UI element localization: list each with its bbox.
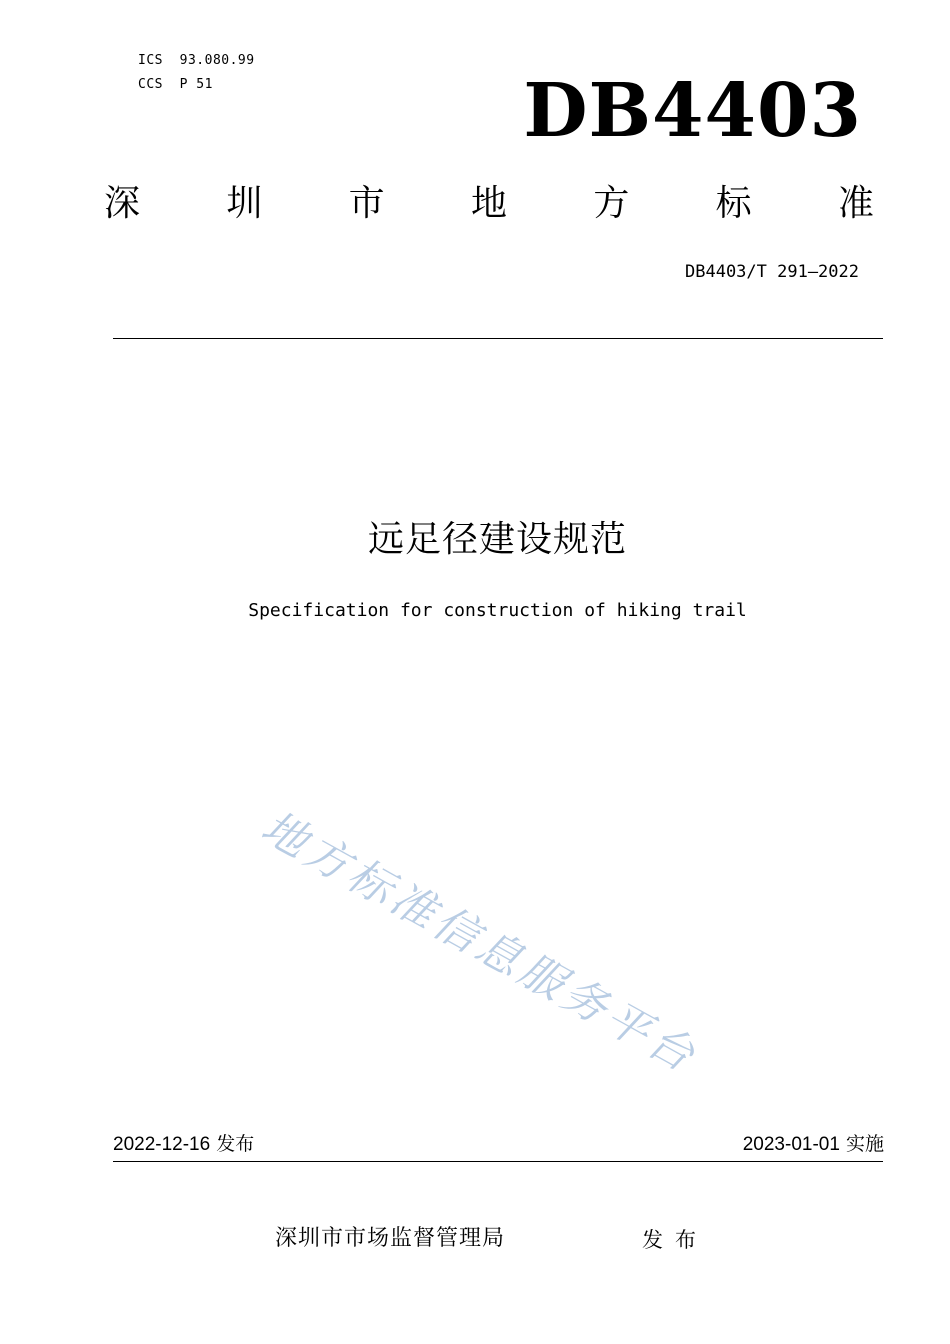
ccs-code: CCS P 51	[138, 77, 213, 92]
issued-by-label: 发布	[642, 1228, 708, 1252]
standard-type-char: 地	[470, 183, 507, 224]
header-divider	[113, 338, 883, 339]
standard-type-char: 准	[837, 183, 874, 224]
footer-divider	[113, 1161, 883, 1162]
standard-type-char: 深	[104, 183, 141, 224]
document-title-english: Specification for construction of hiking trail	[248, 600, 747, 621]
standard-type-char: 市	[348, 183, 385, 224]
standard-type-char: 标	[715, 183, 752, 224]
issue-date-value: 2022-12-16	[113, 1134, 211, 1155]
standard-code-title: DB4403	[523, 68, 862, 154]
standard-type-char: 方	[593, 183, 630, 224]
issuing-authority: 深圳市市场监督管理局	[275, 1226, 506, 1251]
standard-type-char: 圳	[226, 183, 263, 224]
watermark-text: 地方标准信息服务平台	[252, 801, 707, 1084]
issue-date-label: 发布	[216, 1133, 255, 1155]
standard-number: DB4403/T 291—2022	[685, 262, 859, 282]
implementation-date-label: 实施	[845, 1133, 884, 1155]
implementation-date-value: 2023-01-01	[742, 1134, 840, 1155]
implementation-date	[743, 1133, 884, 1157]
issue-date	[113, 1133, 254, 1157]
ics-code: ICS 93.080.99	[138, 53, 255, 68]
standard-type-heading	[104, 183, 874, 224]
document-title-chinese: 远足径建设规范	[367, 519, 627, 560]
